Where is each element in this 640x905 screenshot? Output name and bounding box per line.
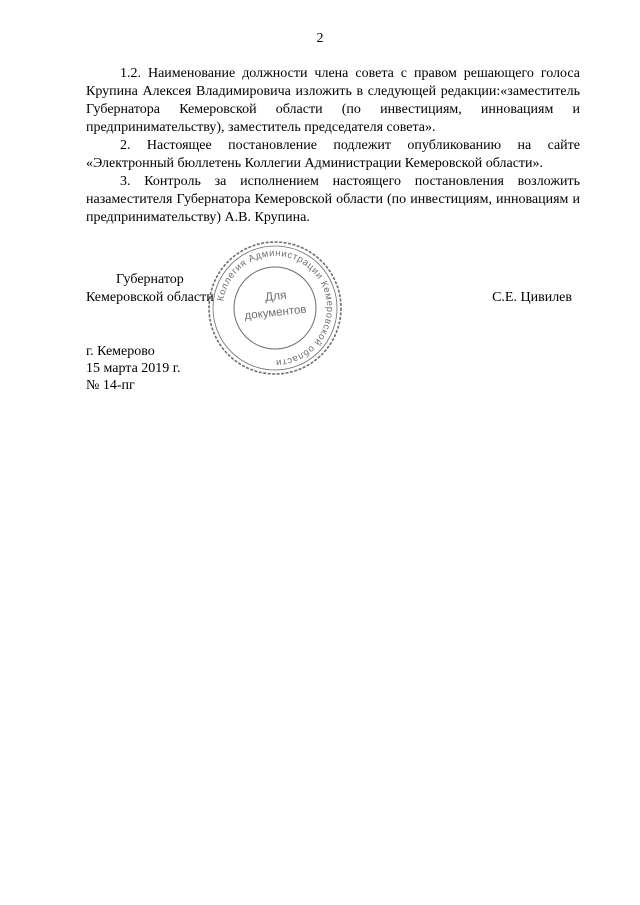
paragraph-1-2: 1.2. Наименование должности члена совета с правом решающего голоса Крупина Алексея Владимировича изложить в следующей редакции:«заместитель Губернатора Кемеровской области (по инвестициям, инновациям и предпринимательству), заместитель председателя совета». <box>86 66 580 135</box>
paragraph-3: 3. Контроль за исполнением настоящего постановления возложить назаместителя Губернатора Кемеровской области (по инвестициям, инновациям и предпринимательству) А.В. Крупина. <box>86 174 580 225</box>
place-of-issue: г. Кемерово <box>86 344 155 359</box>
signatory-title-line1: Губернатор <box>116 272 184 287</box>
document-body <box>86 65 580 227</box>
document-footer <box>86 343 180 394</box>
signatory-name: С.Е. Цивилев <box>492 290 572 305</box>
page-number: 2 <box>316 31 324 46</box>
official-stamp <box>205 238 345 378</box>
stamp-center-line2: документов <box>243 303 308 323</box>
signatory-title-line2: Кемеровской области <box>86 290 214 305</box>
stamp-ring-text: Коллегия Администрации Кемеровской области <box>215 247 336 369</box>
paragraph-2: 2. Настоящее постановление подлежит опубликованию на сайте «Электронный бюллетень Коллегии Администрации Кемеровской области». <box>86 138 580 171</box>
issue-date: 15 марта 2019 г. <box>86 361 181 376</box>
stamp-center-line1: Для <box>264 287 288 304</box>
document-number: № 14-пг <box>86 378 135 393</box>
